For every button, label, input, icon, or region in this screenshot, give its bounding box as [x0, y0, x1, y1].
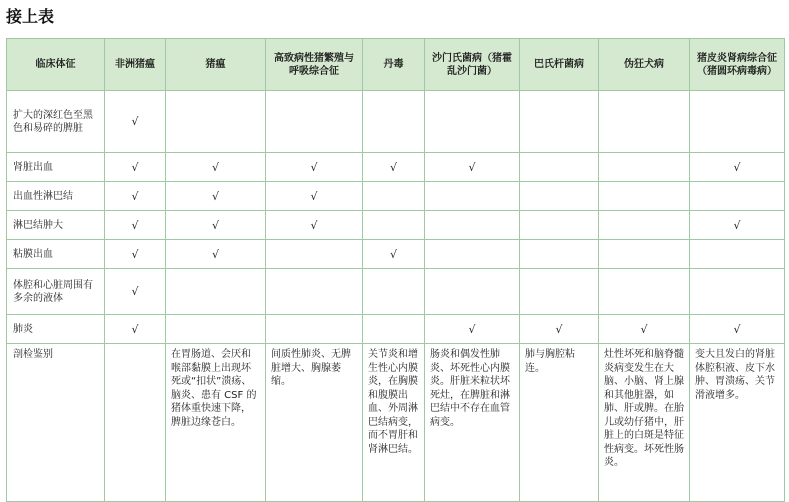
empty-cell — [363, 91, 425, 153]
check-mark: √ — [105, 240, 166, 269]
empty-cell — [166, 315, 266, 344]
check-mark: √ — [105, 91, 166, 153]
empty-cell — [166, 269, 266, 315]
sign-label: 肺炎 — [7, 315, 105, 344]
table-row — [7, 211, 785, 240]
empty-cell — [363, 182, 425, 211]
check-mark: √ — [105, 182, 166, 211]
empty-cell — [520, 211, 599, 240]
empty-cell — [425, 240, 520, 269]
check-mark: √ — [105, 315, 166, 344]
header-erysipelas: 丹毒 — [363, 39, 425, 91]
empty-cell — [520, 182, 599, 211]
table-header-row — [7, 39, 785, 91]
empty-cell — [363, 211, 425, 240]
empty-cell — [520, 153, 599, 182]
empty-cell — [690, 269, 785, 315]
check-mark: √ — [166, 211, 266, 240]
table-row — [7, 315, 785, 344]
check-mark: √ — [105, 211, 166, 240]
header-prrs: 高致病性猪繁殖与呼吸综合征 — [266, 39, 363, 91]
note-salmonellosis: 肠炎和偶发性肺炎、坏死性心内膜炎。肝脏米粒状坏死灶，在脾脏和淋巴结中不存在血管病变。 — [425, 344, 520, 502]
check-mark: √ — [266, 211, 363, 240]
check-mark: √ — [363, 153, 425, 182]
empty-cell — [520, 91, 599, 153]
empty-cell — [599, 91, 690, 153]
page-title: 接上表 — [6, 7, 55, 26]
header-pdns: 猪皮炎肾病综合征（猪圆环病毒病） — [690, 39, 785, 91]
table-row — [7, 91, 785, 153]
empty-cell — [266, 269, 363, 315]
differential-label: 剖检鉴别 — [7, 344, 105, 502]
sign-label: 出血性淋巴结 — [7, 182, 105, 211]
check-mark: √ — [105, 269, 166, 315]
check-mark: √ — [690, 315, 785, 344]
note-pdns: 变大且发白的肾脏体腔积液、皮下水肿、胃溃疡、关节滑液增多。 — [690, 344, 785, 502]
empty-cell — [599, 240, 690, 269]
note-erysipelas: 关节炎和增生性心内膜炎，在胸膜和腹膜出血、外周淋巴结病变，而不胃肝和肾淋巴结。 — [363, 344, 425, 502]
note-pseudorabies: 灶性坏死和脑脊髓炎病变发生在大脑、小脑、肾上腺和其他脏器，如肺、肝或脾。在胎儿或幼仔猪中，肝脏上的白斑是特征性病变。坏死性肠炎。 — [599, 344, 690, 502]
empty-cell — [599, 153, 690, 182]
check-mark: √ — [266, 153, 363, 182]
check-mark: √ — [363, 240, 425, 269]
table-row — [7, 269, 785, 315]
check-mark: √ — [520, 315, 599, 344]
empty-cell — [599, 182, 690, 211]
empty-cell — [363, 315, 425, 344]
check-mark: √ — [105, 153, 166, 182]
table-row — [7, 182, 785, 211]
empty-cell — [425, 91, 520, 153]
empty-cell — [266, 240, 363, 269]
header-pasteurellosis: 巴氏杆菌病 — [520, 39, 599, 91]
note-csf: 在胃肠道、会厌和喉部黏膜上出现坏死或“扣状”溃疡、脑炎、患有 CSF 的猪体重快速下降，脾脏边缘苍白。 — [166, 344, 266, 502]
sign-label: 体腔和心脏周围有多余的液体 — [7, 269, 105, 315]
check-mark: √ — [166, 240, 266, 269]
header-pseudorabies: 伪狂犬病 — [599, 39, 690, 91]
empty-cell — [520, 240, 599, 269]
check-mark: √ — [599, 315, 690, 344]
empty-cell — [690, 91, 785, 153]
empty-cell — [690, 240, 785, 269]
empty-cell — [425, 211, 520, 240]
empty-cell — [363, 269, 425, 315]
empty-cell — [266, 91, 363, 153]
table-row — [7, 153, 785, 182]
header-salmonellosis: 沙门氏菌病（猪霍乱沙门菌） — [425, 39, 520, 91]
sign-label: 肾脏出血 — [7, 153, 105, 182]
check-mark: √ — [690, 153, 785, 182]
table-row — [7, 240, 785, 269]
sign-label: 粘膜出血 — [7, 240, 105, 269]
check-mark: √ — [166, 182, 266, 211]
check-mark: √ — [266, 182, 363, 211]
header-clinical-sign: 临床体征 — [7, 39, 105, 91]
note-prrs: 间质性肺炎、无脾脏增大、胸腺萎缩。 — [266, 344, 363, 502]
header-asf: 非洲猪瘟 — [105, 39, 166, 91]
note-pasteurellosis: 肺与胸腔粘连。 — [520, 344, 599, 502]
empty-cell — [690, 182, 785, 211]
check-mark: √ — [166, 153, 266, 182]
empty-cell — [599, 269, 690, 315]
empty-cell — [166, 91, 266, 153]
empty-cell — [599, 211, 690, 240]
sign-label: 淋巴结肿大 — [7, 211, 105, 240]
differential-row — [7, 344, 785, 502]
sign-label: 扩大的深红色至黑色和易碎的脾脏 — [7, 91, 105, 153]
header-csf: 猪瘟 — [166, 39, 266, 91]
note-asf — [105, 344, 166, 502]
check-mark: √ — [425, 315, 520, 344]
empty-cell — [425, 269, 520, 315]
clinical-signs-table — [6, 38, 785, 502]
empty-cell — [520, 269, 599, 315]
check-mark: √ — [690, 211, 785, 240]
check-mark: √ — [425, 153, 520, 182]
empty-cell — [425, 182, 520, 211]
empty-cell — [266, 315, 363, 344]
